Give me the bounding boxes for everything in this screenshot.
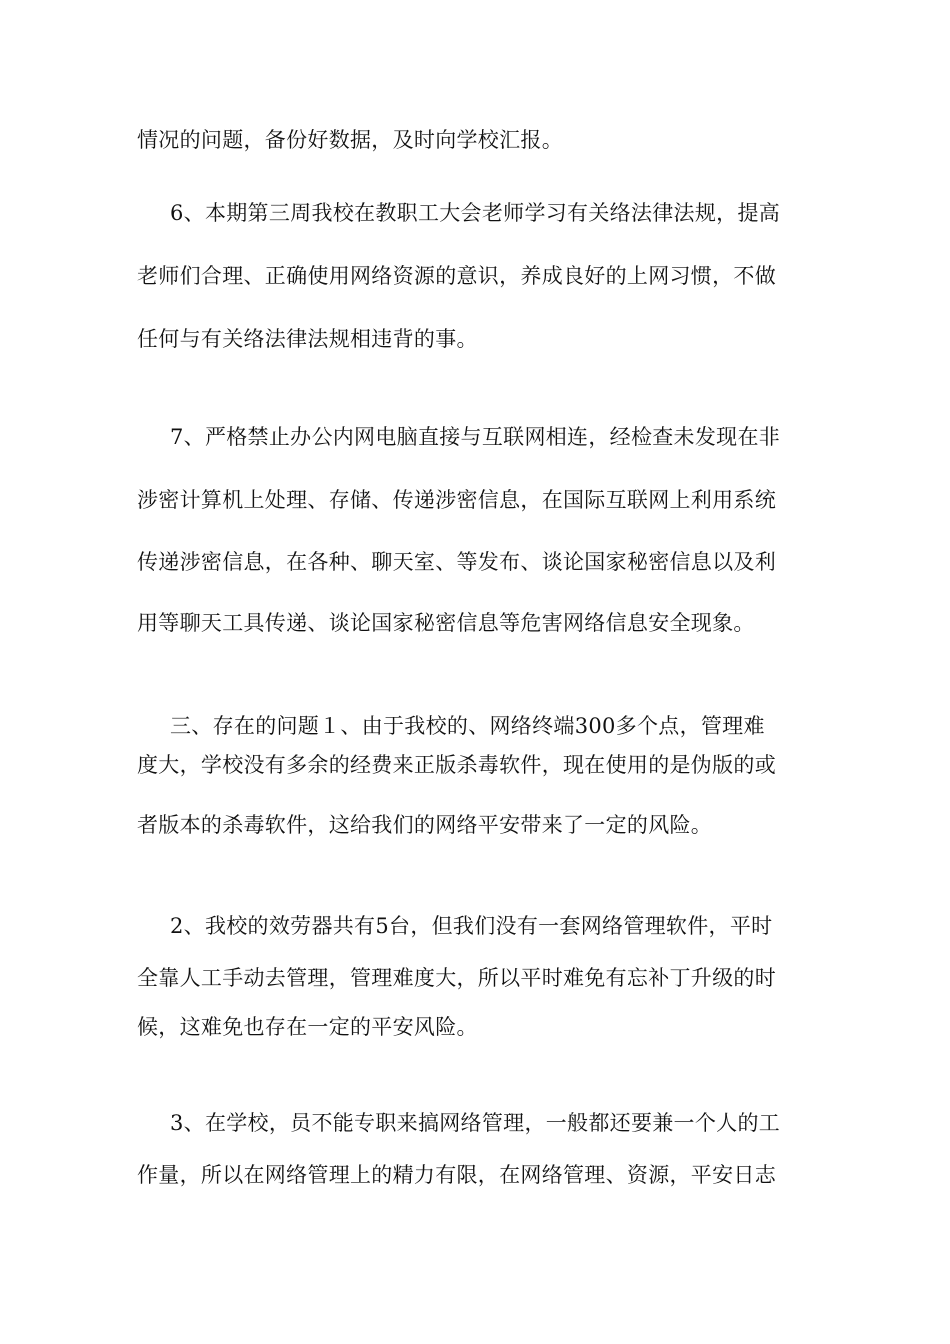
- paragraph-line: 任何与有关络法律法规相违背的事。: [137, 327, 478, 351]
- paragraph-line: 老师们合理、正确使用网络资源的意识，养成良好的上网习惯，不做: [137, 264, 776, 288]
- paragraph-line: 3、在学校，员不能专职来搞网络管理，一般都还要兼一个人的工: [170, 1111, 781, 1135]
- paragraph-line: 三、存在的问题１、由于我校的、网络终端300多个点，管理难: [170, 714, 765, 738]
- paragraph-line: 作量，所以在网络管理上的精力有限，在网络管理、资源，平安日志: [137, 1163, 776, 1187]
- paragraph-line: 用等聊天工具传递、谈论国家秘密信息等危害网络信息安全现象。: [137, 611, 755, 635]
- paragraph-line: 度大，学校没有多余的经费来正版杀毒软件，现在使用的是伪版的或: [137, 753, 776, 777]
- paragraph-line: 全靠人工手动去管理，管理难度大，所以平时难免有忘补丁升级的时: [137, 966, 776, 990]
- paragraph-line: 者版本的杀毒软件，这给我们的网络平安带来了一定的风险。: [137, 813, 713, 837]
- paragraph-line: 2、我校的效劳器共有5台，但我们没有一套网络管理软件，平时: [170, 914, 773, 938]
- paragraph-line: 7、严格禁止办公内网电脑直接与互联网相连，经检查未发现在非: [170, 425, 781, 449]
- paragraph-line: 情况的问题，备份好数据，及时向学校汇报。: [137, 128, 563, 152]
- paragraph-line: 6、本期第三周我校在教职工大会老师学习有关络法律法规，提高: [170, 201, 781, 225]
- paragraph-line: 候，这难免也存在一定的平安风险。: [137, 1015, 478, 1039]
- paragraph-line: 涉密计算机上处理、存储、传递涉密信息，在国际互联网上利用系统: [137, 488, 776, 512]
- paragraph-line: 传递涉密信息，在各种、聊天室、等发布、谈论国家秘密信息以及利: [137, 550, 776, 574]
